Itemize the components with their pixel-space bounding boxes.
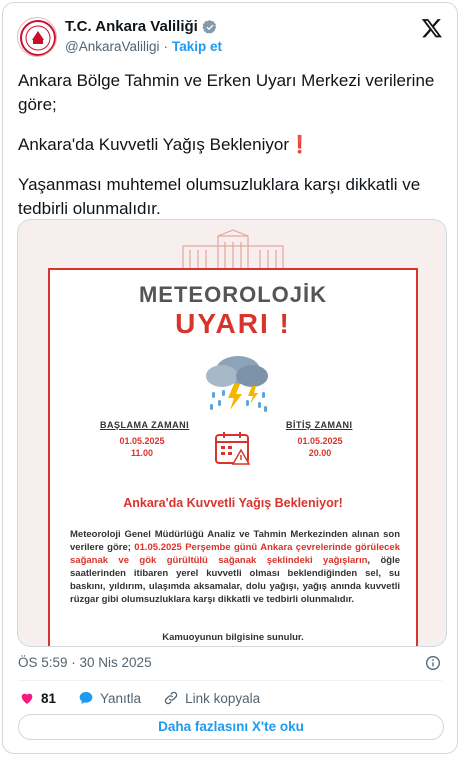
like-count: 81 — [41, 690, 57, 706]
warning-poster — [48, 268, 418, 647]
info-icon[interactable] — [425, 655, 441, 671]
start-date: 01.05.2025 — [119, 436, 165, 446]
end-date: 01.05.2025 — [297, 436, 343, 446]
author-handle[interactable]: @AnkaraValiligi — [65, 39, 160, 54]
tweet-text — [18, 69, 438, 221]
read-more-button[interactable]: Daha fazlasını X'te oku — [18, 714, 444, 740]
heart-icon — [19, 690, 35, 706]
paragraph-part-1: Meteoroloji Genel Müdürlüğü Analiz ve Tahmin Merkezinden alınan son verilere göre; — [70, 529, 400, 553]
government-building-icon — [178, 228, 288, 272]
tweet-line-1: Ankara Bölge Tahmin ve Erken Uyarı Merkezi verilerine göre; — [18, 71, 435, 114]
tweet-line-3: Yaşanması muhtemel olumsuzluklara karşı dikkatli ve tedbirli olunmalıdır. — [18, 175, 421, 218]
poster-title: METEOROLOJİK — [138, 282, 327, 307]
poster-headline: Ankara'da Kuvvetli Yağış Bekleniyor! — [123, 496, 343, 510]
reply-button[interactable] — [78, 690, 141, 706]
tweet-timestamp[interactable]: ÖS 5:59 · 30 Nis 2025 — [18, 655, 152, 670]
tweet-line-2-text: Ankara'da Kuvvetli Yağış Bekleniyor — [18, 135, 289, 154]
author-handle-row — [65, 39, 222, 54]
paragraph-part-2: , öğle saatlerinden itibaren yerel kuvvetli olması beklendiğinden sel, su baskını, yıldırım, ulaşımda aksamalar, dolu yağışı, yağış anında kuvvetli rüzgar gibi olumsuzluklara karşı dikkatli ve tedbirli olunmalıdır. — [70, 555, 400, 605]
avatar[interactable] — [17, 17, 57, 57]
exclamation-emoji: ❗ — [289, 135, 311, 154]
paragraph-highlight: 01.05.2025 Perşembe günü Ankara çevrelerinde görülecek sağanak ve gök gürültülü sağanak şeklindeki yağışların — [70, 542, 401, 566]
end-time: 20.00 — [308, 448, 332, 458]
poster-footer: Kamuoyunun bilgisine sunulur. — [162, 632, 304, 643]
reply-label: Yanıtla — [100, 690, 142, 706]
start-time-label: BAŞLAMA ZAMANI — [100, 420, 190, 430]
poster-paragraph — [70, 528, 400, 606]
handle-separator: · — [163, 39, 168, 54]
calendar-alert-icon — [214, 430, 252, 466]
storm-cloud-icon — [200, 348, 274, 418]
copy-link-button[interactable] — [163, 690, 260, 706]
end-time-label: BİTİŞ ZAMANI — [286, 420, 353, 430]
author-name[interactable]: T.C. Ankara Valiliği — [65, 18, 198, 35]
start-time: 11.00 — [130, 448, 154, 458]
tweet-line-2 — [18, 133, 438, 157]
tweet-card — [2, 2, 458, 754]
action-bar — [19, 688, 282, 708]
like-button[interactable] — [19, 690, 56, 706]
link-icon — [163, 690, 179, 706]
x-logo-icon[interactable] — [421, 17, 443, 39]
author-name-row — [65, 18, 218, 35]
copy-link-label: Link kopyala — [185, 690, 261, 706]
reply-icon — [78, 690, 94, 706]
poster-subtitle: UYARI ! — [175, 308, 291, 339]
ankara-seal-logo — [18, 18, 57, 57]
follow-button[interactable]: Takip et — [172, 39, 223, 54]
tweet-media[interactable] — [17, 219, 447, 647]
verified-badge-icon — [202, 19, 218, 35]
divider — [18, 680, 442, 681]
